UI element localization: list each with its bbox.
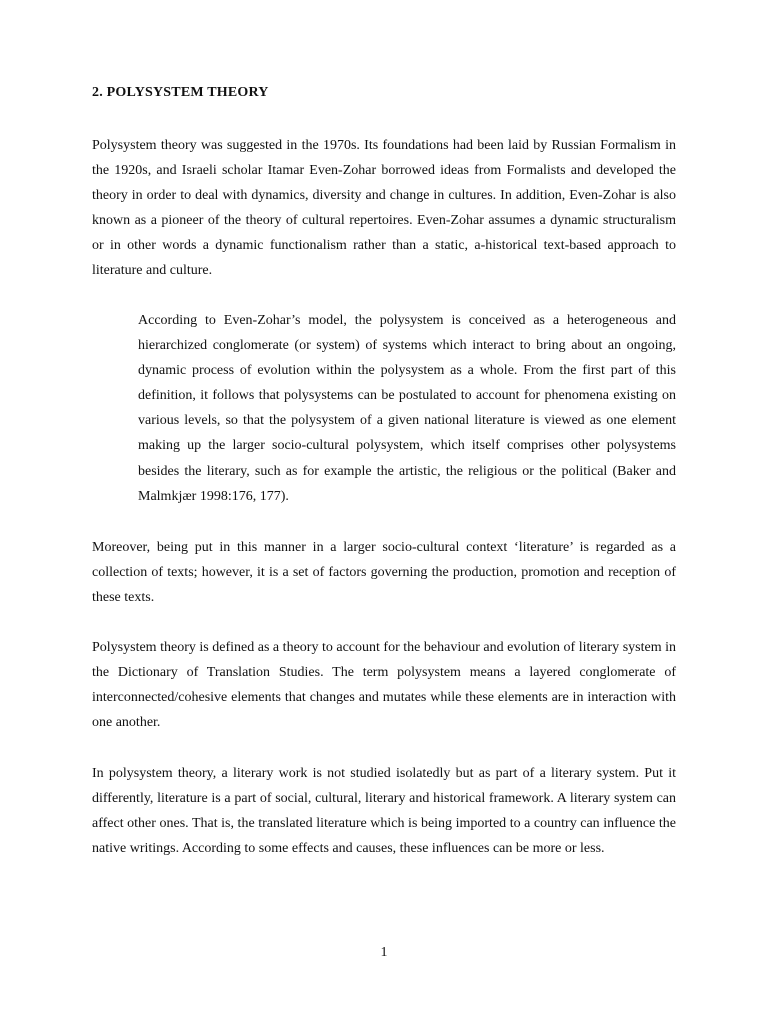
paragraph-socio-cultural: Moreover, being put in this manner in a larger socio-cultural context ‘literature’ is regarded as a collection of texts; however, it is a set of factors governing the production, promotion and reception of these texts.: [92, 540, 676, 606]
paragraph-definition: Polysystem theory is defined as a theory to account for the behaviour and evolution of literary system in the Dictionary of Translation Studies. The term polysystem means a layered conglomerate of interconnected/cohesive elements that changes and mutates while these elements are in interaction with one another.: [92, 640, 676, 731]
section-heading: 2. POLYSYSTEM THEORY: [92, 85, 269, 100]
block-quote: According to Even-Zohar’s model, the polysystem is conceived as a heterogeneous and hierarchized conglomerate (or system) of systems which interact to bring about an ongoing, dynamic process of evolution within the polysystem as a whole. From the first part of this definition, it follows that polysystems can be postulated to account for phenomena existing on various levels, so that the polysystem of a given national literature is viewed as one element making up the larger socio-cultural polysystem, which itself comprises other polysystems besides the literary, such as for example the artistic, the religious or the political (Baker and Malmkjær 1998:176, 177).: [138, 313, 676, 504]
paragraph-intro: Polysystem theory was suggested in the 1970s. Its foundations had been laid by Russian Formalism in the 1920s, and Israeli scholar Itamar Even-Zohar borrowed ideas from Formalists and developed the theory in order to deal with dynamics, diversity and change in cultures. In addition, Even-Zohar is also known as a pioneer of the theory of cultural repertoires. Even-Zohar assumes a dynamic structuralism or in other words a dynamic functionalism rather than a static, a-historical text-based approach to literature and culture.: [92, 138, 676, 279]
paragraph-literary-system: In polysystem theory, a literary work is not studied isolatedly but as part of a literary system. Put it differently, literature is a part of social, cultural, literary and historical framework. A literary system can affect other ones. That is, the translated literature which is being imported to a country can influence the native writings. According to some effects and causes, these influences can be more or less.: [92, 766, 676, 857]
page-number: 1: [380, 945, 388, 960]
